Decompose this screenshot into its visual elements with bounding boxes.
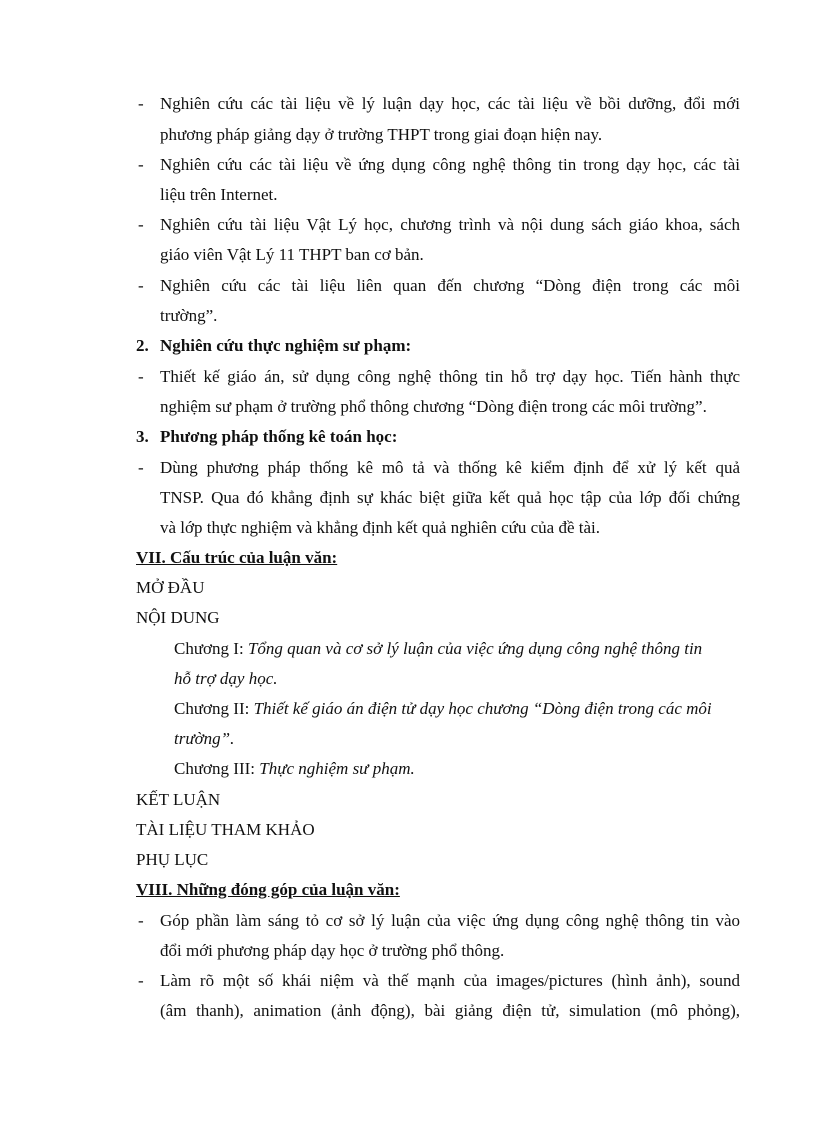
bullet-line: Thiết kế giáo án, sử dụng công nghệ thông tin hỗ trợ dạy học. Tiến hành thực [160, 367, 740, 386]
section-heading: Nghiên cứu thực nghiệm sư phạm: [160, 336, 412, 355]
chapter-3 [174, 759, 415, 779]
structure-content: NỘI DUNG [136, 608, 220, 627]
bullet-line: Nghiên cứu các tài liệu liên quan đến chương “Dòng điện trong các môi [160, 276, 740, 295]
chapter-title-cont: trường”. [174, 729, 235, 748]
bullet-line: Nghiên cứu các tài liệu về ứng dụng công nghệ thông tin trong dạy học, các tài [160, 155, 740, 174]
section-number: 3. [136, 427, 149, 446]
bullet-dash: - [138, 155, 144, 174]
chapter-1 [174, 639, 702, 659]
bullet-dash: - [138, 458, 144, 477]
bullet-dash: - [138, 911, 144, 930]
bullet-line: và lớp thực nghiệm và khẳng định kết quả nghiên cứu của đề tài. [160, 518, 601, 537]
section-heading: Phương pháp thống kê toán học: [160, 427, 398, 446]
chapter-title: Tổng quan và cơ sở lý luận của việc ứng dụng công nghệ thông tin [247, 639, 703, 658]
bullet-line: TNSP. Qua đó khẳng định sự khác biệt giữa kết quả học tập của lớp đối chứng [160, 488, 740, 507]
bullet-dash: - [138, 971, 144, 990]
chapter-2 [174, 699, 712, 719]
chapter-label: Chương I: [174, 639, 248, 658]
bullet-dash: - [138, 94, 144, 113]
chapter-label: Chương II: [174, 699, 254, 718]
bullet-line: Nghiên cứu các tài liệu về lý luận dạy học, các tài liệu về bồi dưỡng, đổi mới [160, 94, 740, 113]
section-number: 2. [136, 336, 149, 355]
bullet-dash: - [138, 367, 144, 386]
bullet-line: Dùng phương pháp thống kê mô tả và thống kê kiểm định để xử lý kết quả [160, 458, 740, 477]
chapter-title: Thực nghiệm sư phạm. [259, 759, 415, 778]
bullet-line: đổi mới phương pháp dạy học ở trường phổ thông. [160, 941, 505, 960]
structure-conclusion: KẾT LUẬN [136, 790, 221, 809]
structure-appendix: PHỤ LỤC [136, 850, 209, 869]
bullet-dash: - [138, 215, 144, 234]
bullet-line: Góp phần làm sáng tỏ cơ sở lý luận của việc ứng dụng công nghệ thông tin vào [160, 911, 740, 930]
structure-references: TÀI LIỆU THAM KHẢO [136, 820, 315, 839]
bullet-line: liệu trên Internet. [160, 185, 278, 204]
chapter-title: Thiết kế giáo án điện tử dạy học chương “Dòng điện trong các môi [253, 699, 712, 718]
contributions-heading: VIII. Những đóng góp của luận văn: [136, 880, 400, 899]
structure-intro: MỞ ĐẦU [136, 578, 205, 597]
chapter-title-cont: hỗ trợ dạy học. [174, 669, 278, 688]
bullet-line: Nghiên cứu tài liệu Vật Lý học, chương trình và nội dung sách giáo khoa, sách [160, 215, 740, 234]
bullet-line: Làm rõ một số khái niệm và thế mạnh của images/pictures (hình ảnh), sound [160, 971, 740, 990]
chapter-label: Chương III: [174, 759, 260, 778]
bullet-dash: - [138, 276, 144, 295]
bullet-line: phương pháp giảng dạy ở trường THPT trong giai đoạn hiện nay. [160, 125, 603, 144]
bullet-line: (âm thanh), animation (ảnh động), bài giảng điện tử, simulation (mô phỏng), [160, 1001, 740, 1020]
bullet-line: trường”. [160, 306, 218, 325]
bullet-line: giáo viên Vật Lý 11 THPT ban cơ bản. [160, 245, 424, 264]
bullet-line: nghiệm sư phạm ở trường phổ thông chương “Dòng điện trong các môi trường”. [160, 397, 707, 416]
structure-heading: VII. Cấu trúc của luận văn: [136, 548, 338, 567]
